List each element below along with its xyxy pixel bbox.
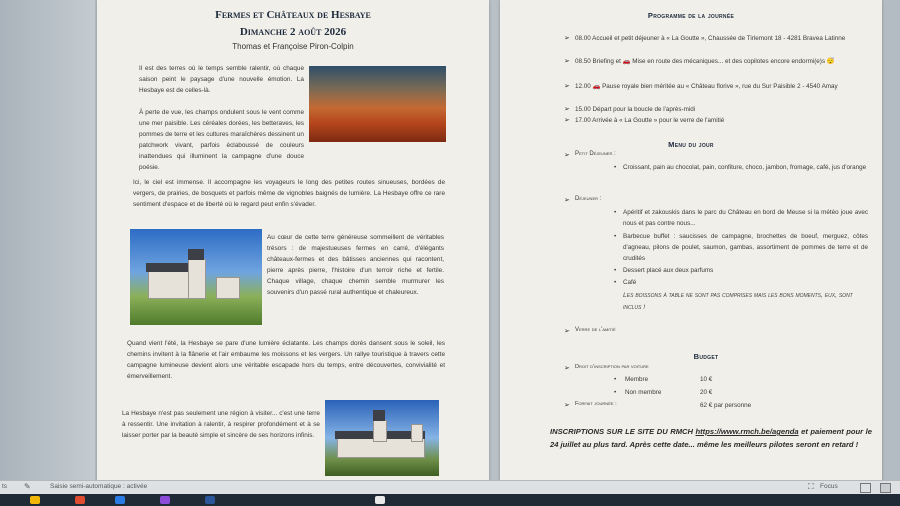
membre-value: 10 € <box>700 376 713 383</box>
programme-item: ➢ 08.00 Accueil et petit déjeuner à « La Goutte », Chaussée de Tirlemont 18 - 4281 Bravea Latinne <box>564 35 846 42</box>
forfait-label: ➢ Forfait journée : <box>564 401 617 409</box>
arrow-icon: ➢ <box>564 106 570 113</box>
autocomplete-status[interactable]: Saisie semi-automatique : activée <box>50 483 148 490</box>
forfait-value: 62 € par personne <box>700 402 752 409</box>
programme-item: ➢ 15.00 Départ pour la boucle de l'après-midi <box>564 106 696 113</box>
status-edge-text: ts <box>2 483 8 490</box>
app-icon[interactable] <box>115 496 125 504</box>
menu-bullet: • Dessert placé aux deux parfums <box>614 267 714 274</box>
arrow-icon: ➢ <box>564 328 570 335</box>
petit-dejeuner-label: ➢ Petit Déjeuner : <box>564 151 616 159</box>
menu-bullet: • Barbecue buffet : saucisses de campagne, brochettes de boeuf, merguez, côtes d'agneau, pilons de poulet, saumon, gambas, assortiment de pommes de terre et de crudités <box>614 233 868 262</box>
budget-bullet: • <box>614 376 617 383</box>
focus-button[interactable]: Focus <box>820 483 838 490</box>
menu-bullet: • Café <box>614 279 637 286</box>
arrow-icon: ➢ <box>564 197 570 204</box>
menu-bullet: • Croissant, pain au chocolat, pain, confiture, choco, jambon, fromage, café, jus d'orange <box>614 164 867 171</box>
arrow-icon: ➢ <box>564 83 570 90</box>
dejeuner-label: ➢ Déjeuner : <box>564 196 602 204</box>
paragraph-summer: Quand vient l'été, la Hesbaye se pare d'une lumière éclatante. Les champs dorés dansent sous le soleil, les chemins invitent à la flânerie et l'air embaume les moissons et les vergers. Un rallye touristique à travers cette campagne lumineuse devient alors une véritable escapade hors du temps, entre découvertes, convivialité et émerveillement. <box>127 340 445 380</box>
verre-label: ➢ Verre de l'amitié <box>564 327 616 335</box>
status-bar <box>0 480 900 495</box>
programme-item: ➢ 17.00 Arrivée à « La Goutte » pour le verre de l'amitié <box>564 117 725 124</box>
autocomplete-icon[interactable]: ✎ <box>24 482 31 491</box>
arrow-icon: ➢ <box>564 35 570 42</box>
programme-item: ➢ 08.50 Briefing et 🚗 Mise en route des mécaniques... et des copilotes encore endormi(e)s 😴 <box>564 58 835 65</box>
app-icon[interactable] <box>375 496 385 504</box>
print-layout-icon[interactable] <box>880 483 891 493</box>
window-margin-right <box>880 0 900 480</box>
membre-label: Membre <box>625 376 649 383</box>
menu-bullet: • Apéritif et zakouskis dans le parc du Château en bord de Meuse si la météo joue avec nous et pas contre nous... <box>614 209 868 227</box>
arrow-icon: ➢ <box>564 58 570 65</box>
droit-label: ➢ Droit d'inscription par voiture <box>564 364 649 372</box>
taskbar <box>0 494 900 506</box>
app-icon[interactable] <box>75 496 85 504</box>
focus-icon[interactable]: ⛶ <box>808 482 814 491</box>
arrow-icon: ➢ <box>564 402 570 409</box>
paragraph-fields: À perte de vue, les champs ondulent sous le vent comme une mer paisible. Les céréales dorées, les betteraves, les pommes de terre et les cultures maraîchères dessinent un patchwork vivant, parfois éclaboussé de couleurs inattendues qui illuminent la campagne d'une douce poésie. <box>139 109 304 171</box>
document-page-2[interactable] <box>500 0 882 482</box>
paragraph-intro: Il est des terres où le temps semble ralentir, où chaque saison peint le paysage d'une nouvelle émotion. La Hesbaye est de celles-là. <box>139 65 304 94</box>
budget-bullet: • <box>614 389 617 396</box>
budget-heading: Budget <box>693 352 719 361</box>
registration-note: INSCRIPTIONS SUR LE SITE DU RMCH https://www.rmch.be/agenda et paiement pour le 24 juillet au plus tard. Après cette date... même les meilleurs pilotes seront en retard ! <box>550 427 872 449</box>
arrow-icon: ➢ <box>564 365 570 372</box>
authors: Thomas et Françoise Piron-Colpin <box>232 42 354 51</box>
non-membre-value: 20 € <box>700 389 713 396</box>
rmch-agenda-link[interactable]: https://www.rmch.be/agenda <box>695 427 799 436</box>
arrow-icon: ➢ <box>564 152 570 159</box>
programme-heading: Programme de la journée <box>647 11 735 20</box>
abbey-photo <box>325 400 439 476</box>
file-explorer-icon[interactable] <box>30 496 40 504</box>
drinks-note: Les boissons à table ne sont pas comprises mais les bons moments, eux, sont inclus ! <box>623 292 853 311</box>
document-title: Fermes et Châteaux de Hesbaye <box>215 9 371 21</box>
read-mode-icon[interactable] <box>860 483 871 493</box>
document-page-1[interactable] <box>97 0 489 482</box>
event-date: Dimanche 2 août 2026 <box>239 26 347 38</box>
castle-farm-photo <box>130 229 262 325</box>
programme-item: ➢ 12.00 🚗 Pause royale bien méritée au « Château florive », rue du Sur Paisible 2 - 4540 Amay <box>564 83 838 90</box>
paragraph-closing: La Hesbaye n'est pas seulement une région à visiter... c'est une terre à ressentir. Une invitation à ralentir, à respirer profondément et à se laisser porter par la beauté simple et sincère de ses horizons infinis. <box>122 410 320 439</box>
non-membre-label: Non membre <box>625 389 662 396</box>
paragraph-sky: Ici, le ciel est immense. Il accompagne les voyageurs le long des petites routes sinueuses, bordées de vergers, de prairies, de bosquets et parfois même de vignobles baignés de lumière. La Hesbaye offre ce rare sentiment d'espace et de liberté où le regard peut enfin s'évader. <box>133 179 445 208</box>
menu-heading: Menu du jour <box>668 140 714 149</box>
word-icon[interactable] <box>205 496 215 504</box>
paragraph-treasures: Au cœur de cette terre généreuse sommeillent de véritables trésors : de majestueuses fermes en carré, d'élégants châteaux-fermes et des bâtisses anciennes qui racontent, pierre après pierre, l'histoire d'un terroir riche et fertile. Chaque village, chaque chemin semble murmurer les souvenirs d'un passé rural authentique et chaleureux. <box>267 234 444 296</box>
window-margin-left <box>0 0 95 480</box>
sunset-field-photo <box>309 66 446 142</box>
app-icon[interactable] <box>160 496 170 504</box>
arrow-icon: ➢ <box>564 117 570 124</box>
